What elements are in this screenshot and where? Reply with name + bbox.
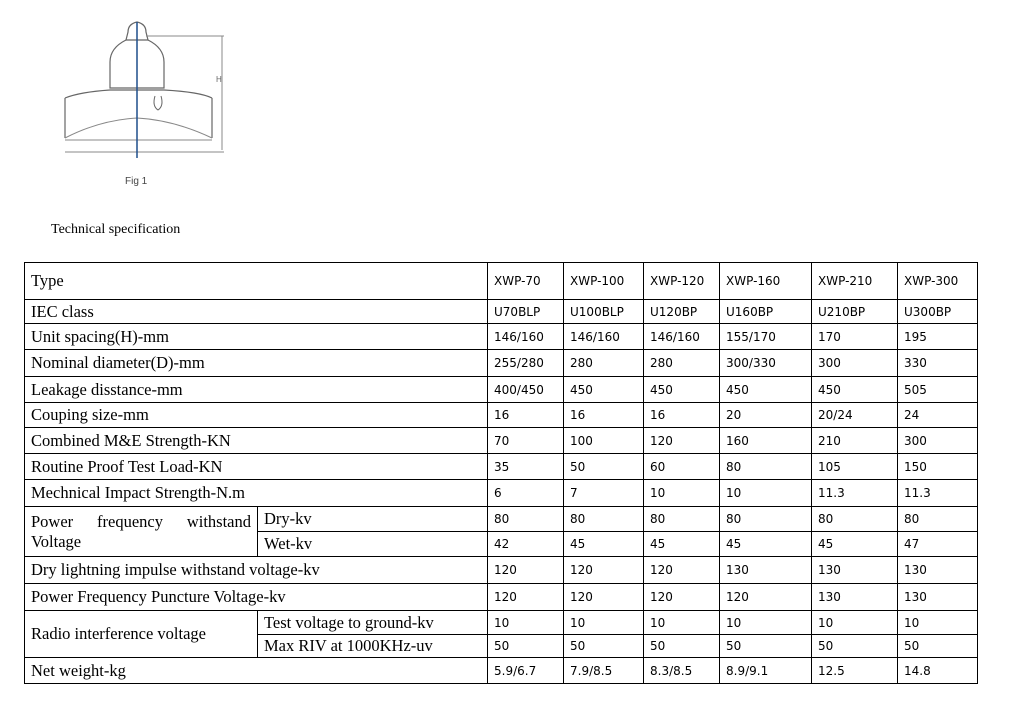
- cell: 20/24: [812, 403, 898, 428]
- cell: 12.5: [812, 658, 898, 684]
- cell: 300: [898, 428, 978, 454]
- cell: 10: [720, 480, 812, 507]
- cell: 47: [898, 532, 978, 557]
- table-row-diameter: [25, 350, 978, 377]
- table-row-lightning: [25, 557, 978, 584]
- cell: 8.3/8.5: [644, 658, 720, 684]
- table-row-strength: [25, 428, 978, 454]
- cell: 60: [644, 454, 720, 480]
- pf-label-line2: Voltage: [31, 531, 82, 551]
- cell: 160: [720, 428, 812, 454]
- cell: 10: [812, 611, 898, 635]
- cell: 120: [644, 428, 720, 454]
- table-row-puncture: [25, 584, 978, 611]
- sub-label: Max RIV at 1000KHz-uv: [258, 635, 488, 658]
- row-label: Dry lightning impulse withstand voltage-kv: [25, 557, 488, 584]
- type-label: Type: [25, 263, 488, 300]
- cell: 146/160: [644, 324, 720, 350]
- cell: 45: [644, 532, 720, 557]
- cell: 80: [720, 454, 812, 480]
- table-row-iec: [25, 300, 978, 324]
- cell: 450: [812, 377, 898, 403]
- cell: 120: [644, 584, 720, 611]
- cell: 6: [488, 480, 564, 507]
- shed-inner-curve: [65, 118, 212, 138]
- table-row-type: [25, 263, 978, 300]
- row-label: Couping size-mm: [25, 403, 488, 428]
- cell: 10: [720, 611, 812, 635]
- table-row-proof: [25, 454, 978, 480]
- cell: 280: [564, 350, 644, 377]
- cell: 50: [720, 635, 812, 658]
- row-label: Nominal diameter(D)-mm: [25, 350, 488, 377]
- row-label: Mechnical Impact Strength-N.m: [25, 480, 488, 507]
- cell: 130: [898, 557, 978, 584]
- row-label: Unit spacing(H)-mm: [25, 324, 488, 350]
- column-header: XWP-70: [488, 263, 564, 300]
- cell: 130: [812, 557, 898, 584]
- cell: 10: [644, 480, 720, 507]
- cell: 146/160: [564, 324, 644, 350]
- table-row-leakage: [25, 377, 978, 403]
- cell: 10: [644, 611, 720, 635]
- cell: 105: [812, 454, 898, 480]
- cell: 11.3: [898, 480, 978, 507]
- cell: 195: [898, 324, 978, 350]
- radio-label: Radio interference voltage: [25, 611, 258, 658]
- cell: 16: [644, 403, 720, 428]
- cell: 11.3: [812, 480, 898, 507]
- figure-caption: Fig 1: [125, 176, 148, 187]
- row-label: Net weight-kg: [25, 658, 488, 684]
- row-label: Leakage disstance-mm: [25, 377, 488, 403]
- cell: 505: [898, 377, 978, 403]
- cell: 10: [564, 611, 644, 635]
- cell: 120: [488, 584, 564, 611]
- cell: 450: [644, 377, 720, 403]
- cell: 130: [812, 584, 898, 611]
- cell: 5.9/6.7: [488, 658, 564, 684]
- cell: 400/450: [488, 377, 564, 403]
- cell: 50: [564, 635, 644, 658]
- cell: U100BLP: [564, 300, 644, 324]
- cell: 80: [564, 507, 644, 532]
- dimension-label-h: H: [216, 75, 222, 84]
- spec-heading: Technical specification: [51, 222, 181, 237]
- cell: 120: [720, 584, 812, 611]
- insulator-drawing: [40, 0, 255, 205]
- cell: 100: [564, 428, 644, 454]
- cell: 24: [898, 403, 978, 428]
- cell: 35: [488, 454, 564, 480]
- cell: U160BP: [720, 300, 812, 324]
- cell: 10: [898, 611, 978, 635]
- cell: 130: [720, 557, 812, 584]
- cell: 120: [488, 557, 564, 584]
- cell: 210: [812, 428, 898, 454]
- shed-top: [65, 90, 212, 98]
- cell: U120BP: [644, 300, 720, 324]
- cell: 14.8: [898, 658, 978, 684]
- cell: 80: [644, 507, 720, 532]
- pin-detail: [154, 96, 162, 110]
- column-header: XWP-210: [812, 263, 898, 300]
- cell: 50: [812, 635, 898, 658]
- table-row-coupling: [25, 403, 978, 428]
- column-header: XWP-300: [898, 263, 978, 300]
- cell: 80: [488, 507, 564, 532]
- cell: 50: [898, 635, 978, 658]
- table-row-impact: [25, 480, 978, 507]
- sub-label: Wet-kv: [258, 532, 488, 557]
- cell: 280: [644, 350, 720, 377]
- cell: 20: [720, 403, 812, 428]
- table-row-radio-test: [25, 611, 978, 635]
- table-row-pf-dry: [25, 507, 978, 532]
- cell: 300/330: [720, 350, 812, 377]
- cell: 120: [644, 557, 720, 584]
- column-header: XWP-160: [720, 263, 812, 300]
- row-label: Combined M&E Strength-KN: [25, 428, 488, 454]
- cell: 10: [488, 611, 564, 635]
- cell: 80: [720, 507, 812, 532]
- sub-label: Test voltage to ground-kv: [258, 611, 488, 635]
- cell: 450: [720, 377, 812, 403]
- cell: 450: [564, 377, 644, 403]
- cell: 255/280: [488, 350, 564, 377]
- cell: U70BLP: [488, 300, 564, 324]
- cell: 7: [564, 480, 644, 507]
- cell: 130: [898, 584, 978, 611]
- cell: 45: [812, 532, 898, 557]
- pf-label-word: frequency: [97, 511, 163, 531]
- cell: 8.9/9.1: [720, 658, 812, 684]
- cell: 146/160: [488, 324, 564, 350]
- pf-label-line1: [31, 512, 251, 532]
- row-label: IEC class: [25, 300, 488, 324]
- cell: 120: [564, 557, 644, 584]
- cell: 330: [898, 350, 978, 377]
- cell: 50: [644, 635, 720, 658]
- pf-label-word: withstand: [186, 511, 251, 531]
- cell: 45: [564, 532, 644, 557]
- cell: U210BP: [812, 300, 898, 324]
- pf-label-word: Power: [31, 511, 74, 531]
- cell: U300BP: [898, 300, 978, 324]
- cell: 120: [564, 584, 644, 611]
- cell: 170: [812, 324, 898, 350]
- insulator-figure: [40, 0, 255, 205]
- cell: 150: [898, 454, 978, 480]
- cell: 45: [720, 532, 812, 557]
- cell: 80: [898, 507, 978, 532]
- table-row-weight: [25, 658, 978, 684]
- cell: 7.9/8.5: [564, 658, 644, 684]
- cell: 155/170: [720, 324, 812, 350]
- sub-label: Dry-kv: [258, 507, 488, 532]
- cell: 16: [564, 403, 644, 428]
- cell: 16: [488, 403, 564, 428]
- cell: 50: [564, 454, 644, 480]
- pf-withstand-label: [25, 507, 258, 557]
- cell: 80: [812, 507, 898, 532]
- cell: 70: [488, 428, 564, 454]
- column-header: XWP-120: [644, 263, 720, 300]
- cell: 300: [812, 350, 898, 377]
- cell: 50: [488, 635, 564, 658]
- column-header: XWP-100: [564, 263, 644, 300]
- cell: 42: [488, 532, 564, 557]
- row-label: Routine Proof Test Load-KN: [25, 454, 488, 480]
- table-row-spacing: [25, 324, 978, 350]
- row-label: Power Frequency Puncture Voltage-kv: [25, 584, 488, 611]
- spec-table: [24, 262, 978, 684]
